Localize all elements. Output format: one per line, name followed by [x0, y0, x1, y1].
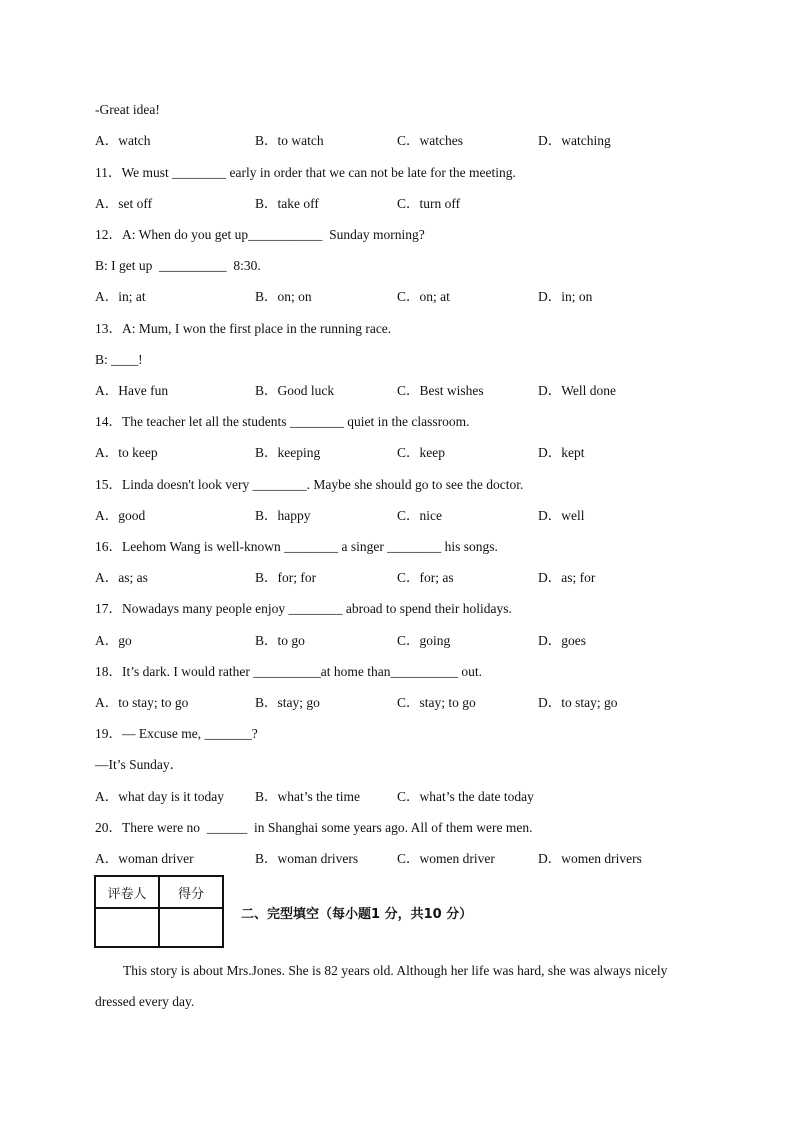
question-16: 16．Leehom Wang is well-known ________ a singer ________ his songs. [95, 539, 498, 554]
option-a: A．woman driver [95, 851, 194, 866]
option-b: B．Good luck [255, 383, 335, 398]
option-d: D．women drivers [538, 851, 642, 866]
option-b: B．to go [255, 633, 305, 648]
option-d: D．kept [538, 445, 585, 460]
option-c: C．nice [397, 508, 442, 523]
section-title: 二、完型填空（每小题1 分，共10 分） [241, 907, 473, 922]
option-d: D．to stay; go [538, 695, 618, 710]
option-b: B．stay; go [255, 695, 320, 710]
question-17: 17．Nowadays many people enjoy ________ abroad to spend their holidays. [95, 601, 512, 616]
reviewer-header: 评卷人 [95, 876, 159, 908]
question-18: 18．It’s dark. I would rather __________at home than__________ out. [95, 664, 482, 679]
option-c: C．for; as [397, 570, 454, 585]
option-a: A．go [95, 633, 132, 648]
question-15: 15．Linda doesn't look very ________. Maybe she should go to see the doctor. [95, 477, 524, 492]
option-b: B．woman drivers [255, 851, 359, 866]
dialogue-line: -Great idea! [95, 102, 160, 117]
option-b: B．happy [255, 508, 311, 523]
option-d: D．goes [538, 633, 586, 648]
option-a: A．set off [95, 196, 153, 211]
option-a: A．to keep [95, 445, 158, 460]
option-b: B．for; for [255, 570, 317, 585]
option-d: D．Well done [538, 383, 617, 398]
option-c: C．stay; to go [397, 695, 476, 710]
option-a: A．to stay; to go [95, 695, 189, 710]
option-d: D．well [538, 508, 585, 523]
option-b: B．what’s the time [255, 789, 360, 804]
option-a: A．in; at [95, 289, 146, 304]
option-b: B．on; on [255, 289, 312, 304]
question-19: 19．— Excuse me, _______? [95, 726, 258, 741]
dialogue-line: B: ____! [95, 352, 143, 367]
question-14: 14．The teacher let all the students ________ quiet in the classroom. [95, 414, 470, 429]
option-b: B．to watch [255, 133, 324, 148]
question-11: 11．We must ________ early in order that we can not be late for the meeting. [95, 165, 516, 180]
option-a: A．as; as [95, 570, 148, 585]
question-13: 13．A: Mum, I won the first place in the running race. [95, 321, 392, 336]
option-c: C．women driver [397, 851, 495, 866]
reviewer-cell [95, 908, 159, 947]
question-20: 20．There were no ______ in Shanghai some years ago. All of them were men. [95, 820, 533, 835]
dialogue-line: B: I get up __________ 8:30. [95, 258, 261, 273]
option-a: A．good [95, 508, 146, 523]
score-header: 得分 [159, 876, 223, 908]
option-c: C．watches [397, 133, 463, 148]
option-c: C．on; at [397, 289, 450, 304]
option-a: A．what day is it today [95, 789, 224, 804]
option-c: C．going [397, 633, 451, 648]
option-b: B．keeping [255, 445, 321, 460]
dialogue-line: —It’s Sunday． [95, 757, 184, 772]
option-a: A．Have fun [95, 383, 169, 398]
option-c: C．what’s the date today [397, 789, 534, 804]
option-d: D．watching [538, 133, 611, 148]
score-cell [159, 908, 223, 947]
option-c: C．Best wishes [397, 383, 484, 398]
option-c: C．keep [397, 445, 445, 460]
option-b: B．take off [255, 196, 319, 211]
question-12: 12．A: When do you get up___________ Sunday morning? [95, 227, 425, 242]
option-c: C．turn off [397, 196, 461, 211]
option-d: D．as; for [538, 570, 596, 585]
cloze-passage: This story is about Mrs.Jones. She is 82 years old. Although her life was hard, she was always nicely dressed every day. [95, 963, 668, 1009]
option-d: D．in; on [538, 289, 593, 304]
grading-table [94, 875, 224, 948]
option-a: A．watch [95, 133, 151, 148]
